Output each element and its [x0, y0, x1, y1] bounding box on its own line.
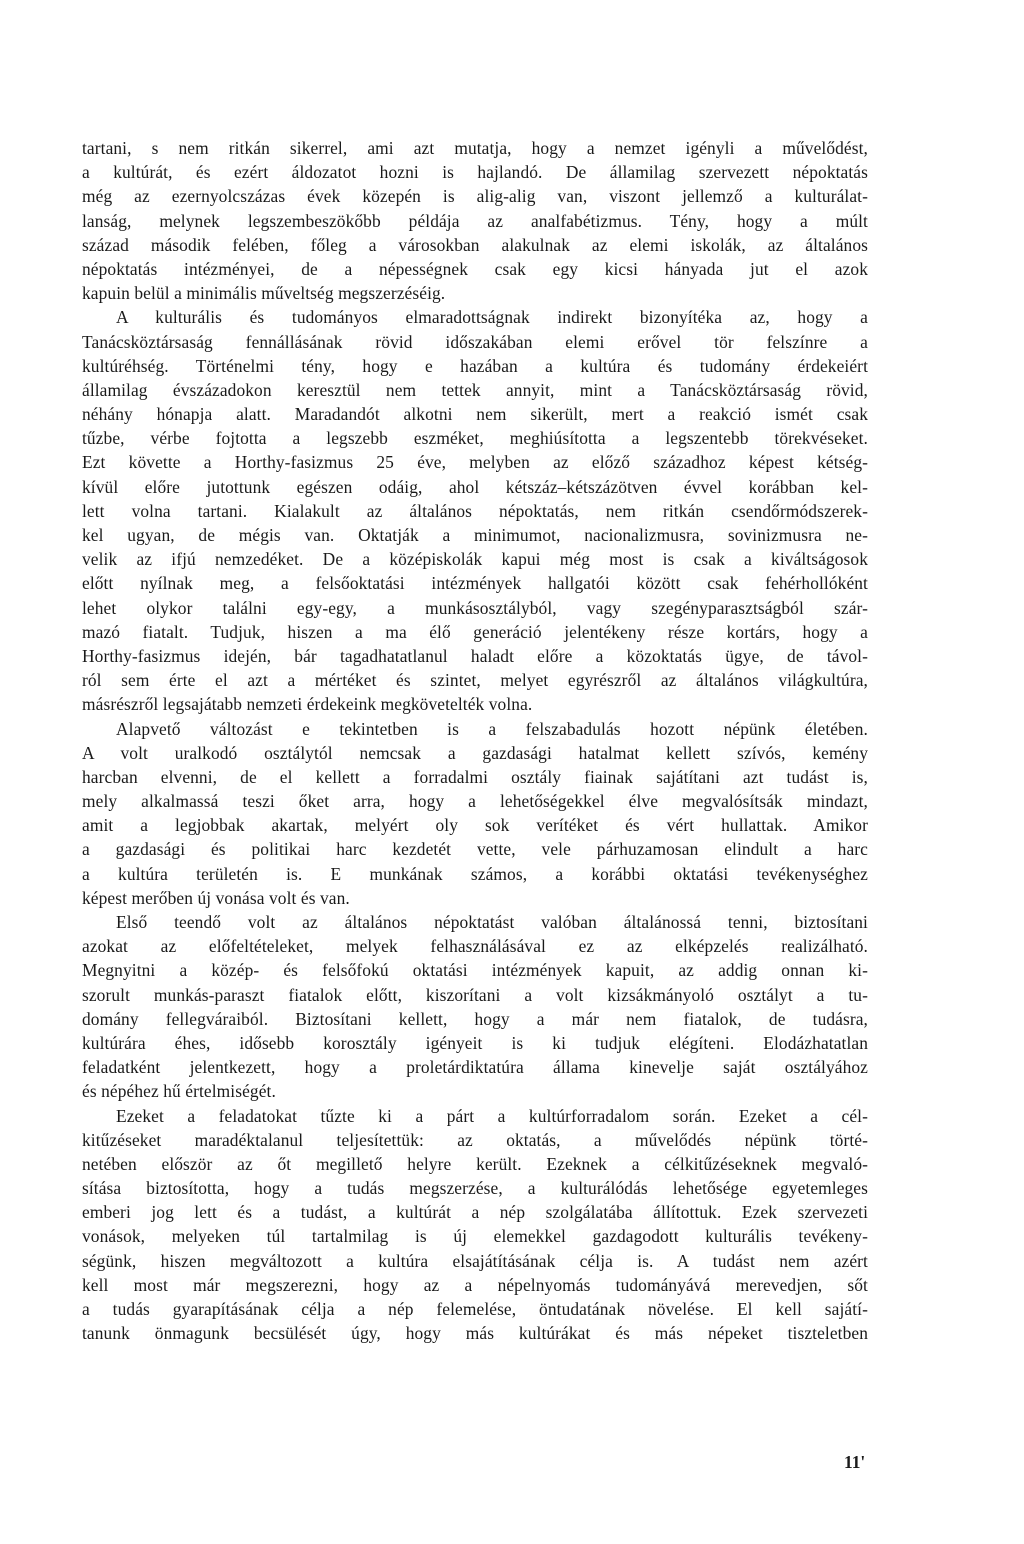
- text-line: kultúrára éhes, idősebb korosztály igényeit is ki tudjuk elégíteni. Elodázhatatlan: [82, 1032, 868, 1053]
- text-line: azokat az előfeltételeket, melyek felhasználásával ez az elképzelés realizálható.: [82, 936, 868, 957]
- text-line: sítása biztosította, hogy a tudás megszerzése, a kulturálódás lehetősége egyetemleges: [82, 1178, 868, 1199]
- text-line: kultúréhség. Történelmi tény, hogy e hazában a kultúra és tudomány érdekeiért: [82, 355, 868, 376]
- text-line: néhány hónapja alatt. Maradandót alkotni nem sikerült, mert a reakció ismét csak: [82, 404, 868, 425]
- text-line: mazó fiatalt. Tudjuk, hiszen a ma élő generáció jelentékeny része kortárs, hogy a: [82, 621, 868, 642]
- text-line: domány fellegváraiból. Biztosítani kellett, hogy a már nem fiatalok, de tudásra,: [82, 1008, 868, 1029]
- text-line: kell most már megszerezni, hogy az a népelnyomás tudományává merevedjen, sőt: [82, 1274, 868, 1295]
- text-line: lehet olykor találni egy-egy, a munkásosztályból, vagy szegényparasztságból szár-: [82, 597, 868, 618]
- text-line: és népéhez hű értelmiségét.: [82, 1081, 276, 1102]
- text-line: lanság, melynek legszembeszökőbb példája az analfabétizmus. Tény, hogy a múlt: [82, 210, 868, 231]
- text-line: A volt uralkodó osztálytól nemcsak a gazdasági hatalmat kellett szívós, kemény: [82, 742, 868, 763]
- page-body: [82, 136, 868, 1345]
- text-line: képest merőben új vonása volt és van.: [82, 887, 350, 908]
- text-line: népoktatás intézményei, de a népességnek csak egy kicsi hányada jut el azok: [82, 258, 868, 279]
- text-line: Alapvető változást e tekintetben is a felszabadulás hozott népünk életében.: [116, 718, 868, 739]
- text-line: szorult munkás-paraszt fiatalok előtt, kiszorítani a volt kizsákmányoló osztályt a tu-: [82, 984, 868, 1005]
- text-line: államilag évszázadokon keresztül nem tettek annyit, mint a Tanácsköztársaság rövid,: [82, 379, 868, 400]
- text-line: a gazdasági és politikai harc kezdetét vette, vele párhuzamosan elindult a harc: [82, 839, 868, 860]
- text-line: a kultúra területén is. E munkának számos, a korábbi oktatási tevékenységhez: [82, 863, 868, 884]
- text-line: netében először az őt megillető helyre került. Ezeknek a célkitűzéseknek megvaló-: [82, 1153, 868, 1174]
- text-line: kel ugyan, de mégis van. Oktatják a minimumot, nacionalizmusra, sovinizmusra ne-: [82, 525, 868, 545]
- text-line: emberi jog lett és a tudást, a kultúrát a nép szolgálatába állítottuk. Ezek szervezeti: [82, 1202, 868, 1223]
- text-line: Tanácsköztársaság fennállásának rövid időszakában elemi erővel tör felszínre a: [82, 331, 868, 352]
- text-line: még az ezernyolcszázas évek közepén is alig-alig van, viszont jellemző a kulturálat-: [82, 186, 868, 207]
- text-line: ségünk, hiszen megváltozott a kultúra elsajátításának célja is. A tudást nem azért: [82, 1250, 868, 1271]
- text-line: Megnyitni a közép- és felsőfokú oktatási intézmények kapuit, az addig onnan ki-: [82, 960, 868, 981]
- text-line: mely alkalmassá teszi őket arra, hogy a lehetőségekkel élve megvalósítsák mindazt,: [82, 791, 868, 812]
- text-line: század második felében, főleg a városokban alakulnak az elemi iskolák, az általános: [82, 234, 868, 255]
- text-line: tartani, s nem ritkán sikerrel, ami azt mutatja, hogy a nemzet igényli a művelődést,: [82, 138, 868, 158]
- text-line: Ezt követte a Horthy-fasizmus 25 éve, melyben az előző századhoz képest kétség-: [82, 452, 868, 473]
- text-line: Ezeket a feladatokat tűzte ki a párt a kultúrforradalom során. Ezeket a cél-: [116, 1105, 868, 1126]
- text-line: a kultúrát, és ezért áldozatot hozni is hajlandó. De államilag szervezett népoktatás: [82, 162, 868, 183]
- text-line: tanunk önmagunk becsülését úgy, hogy más kultúrákat és más népeket tiszteletben: [82, 1323, 868, 1344]
- text-line: kitűzéseket maradéktalanul teljesítettük: az oktatás, a művelődés népünk törté-: [82, 1129, 868, 1150]
- text-line: tűzbe, vérbe fojtotta a legszebb eszméket, meghiúsította a legszentebb törekvéseket.: [82, 428, 868, 449]
- text-line: a tudás gyarapításának célja a nép felemelése, öntudatának növelése. El kell sajátí-: [82, 1299, 868, 1319]
- page-number: 11': [844, 1452, 866, 1472]
- text-line: előtt nyílnak meg, a felsőoktatási intézmények hallgatói között csak fehérhollóként: [82, 573, 868, 594]
- text-line: ról sem érte el azt a mértéket és szintet, melyet egyrészről az általános világkultúra,: [82, 670, 868, 691]
- text-line: feladatként jelentkezett, hogy a proletárdiktatúra állama kinevelje saját osztályához: [82, 1057, 868, 1078]
- text-line: amit a legjobbak akartak, melyért oly sok verítéket és vért hullattak. Amikor: [82, 815, 868, 836]
- text-line: A kulturális és tudományos elmaradottságnak indirekt bizonyítéka az, hogy a: [116, 307, 868, 328]
- text-line: lett volna tartani. Kialakult az általános népoktatás, nem ritkán csendőrmódszerek-: [82, 500, 868, 521]
- text-line: kívül előre jutottunk egészen odáig, ahol kétszáz–kétszázötven évvel korábban kel-: [82, 476, 868, 497]
- text-line: Első teendő volt az általános népoktatást valóban általánossá tenni, biztosítani: [116, 912, 868, 932]
- text-line: velik az ifjú nemzedéket. De a középiskolák kapui még most is csak a kiváltságosok: [82, 549, 868, 570]
- text-line: kapuin belül a minimális műveltség megszerzéséig.: [82, 283, 446, 304]
- text-line: másrészről legsajátabb nemzeti érdekeink megkövetelték volna.: [82, 694, 533, 715]
- text-line: harcban elvenni, de el kellett a forradalmi osztály fiainak sajátítani azt tudást is,: [82, 766, 868, 787]
- text-line: Horthy-fasizmus idején, bár tagadhatatlanul haladt előre a közoktatás ügye, de távol-: [82, 645, 868, 666]
- text-line: vonások, melyeken túl tartalmilag is új elemekkel gazdagodott kulturális tevékeny-: [82, 1226, 868, 1247]
